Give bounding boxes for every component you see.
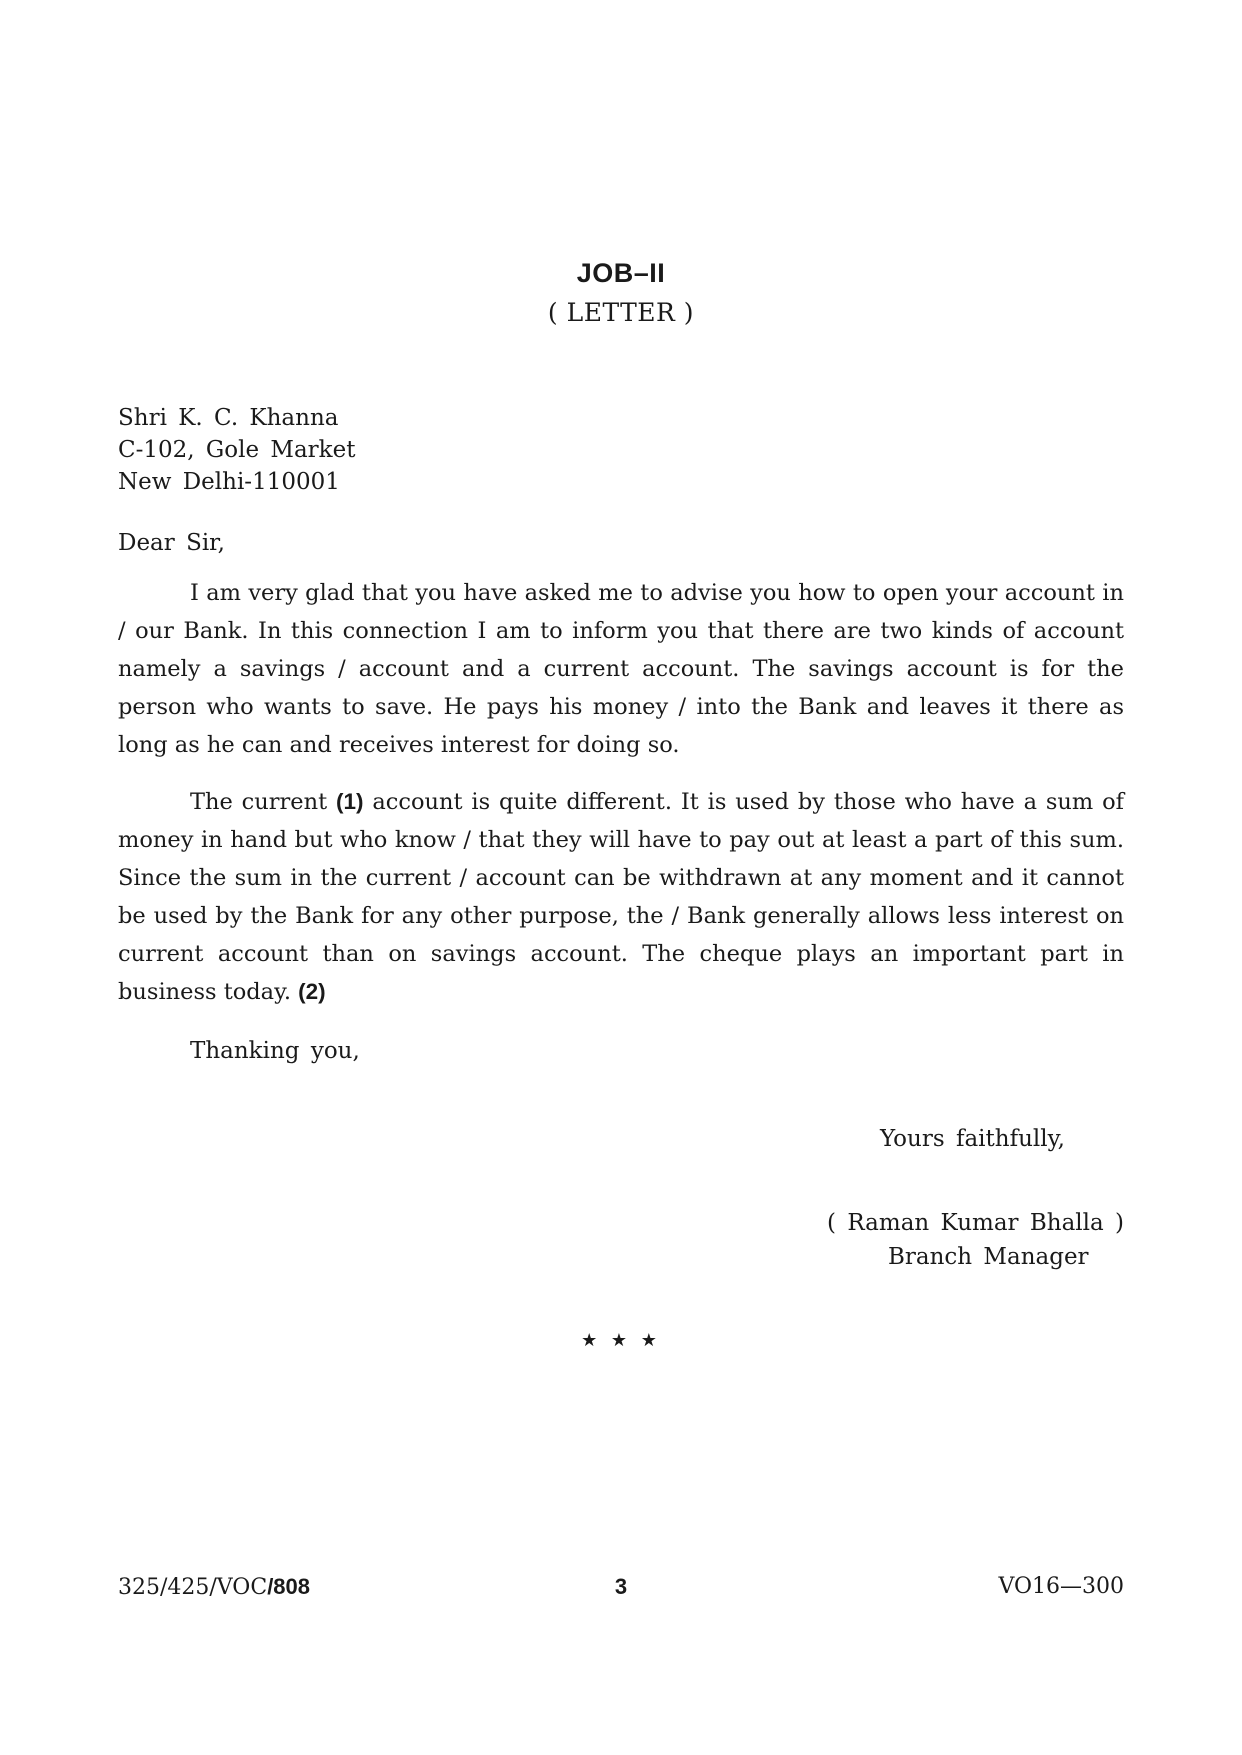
- page-title: JOB–II: [576, 258, 666, 288]
- signatory-designation: Branch Manager: [888, 1244, 1089, 1270]
- signatory-name: ( Raman Kumar Bhalla ): [827, 1210, 1124, 1236]
- footer-code-bold: /808: [267, 1574, 311, 1599]
- end-separator-stars: ★ ★ ★: [581, 1330, 661, 1351]
- letter-paragraph-1: I am very glad that you have asked me to advise you how to open your account in / our Bank. In this connection I am to inform you that there are two kinds of account namely a savings / account and a current account. The savings account is for the person who wants to save. He pays his money / into the Bank and leaves it there as long as he can and receives interest for doing so.: [118, 580, 1124, 758]
- page-number: 3: [614, 1574, 628, 1599]
- recipient-address: [118, 402, 355, 498]
- salutation: Dear Sir,: [118, 530, 225, 556]
- footer-code-prefix: 325/425/VOC: [118, 1575, 268, 1600]
- address-line-city: New Delhi-110001: [118, 469, 340, 495]
- address-line-street: C-102, Gole Market: [118, 437, 356, 463]
- paragraph-2-text-start: The current: [190, 789, 336, 815]
- page-subtitle: ( LETTER ): [547, 298, 695, 327]
- marker-1: (1): [336, 789, 364, 814]
- thanking-line: Thanking you,: [190, 1038, 360, 1064]
- marker-2: (2): [298, 979, 326, 1004]
- letter-paragraph-2: [118, 783, 1124, 1011]
- paragraph-2-text-body: account is quite different. It is used by those who have a sum of money in hand but who know / that they will have to pay out at least a part of this sum. Since the sum in the current / account can be withdrawn at any moment and it cannot be used by the Bank for any other purpose, the / Bank generally allows less interest on current account than on savings account. The cheque plays an important part in business today.: [118, 789, 1124, 1005]
- footer-right-code: VO16—300: [998, 1574, 1124, 1599]
- valediction: Yours faithfully,: [880, 1126, 1065, 1152]
- address-line-name: Shri K. C. Khanna: [118, 405, 339, 431]
